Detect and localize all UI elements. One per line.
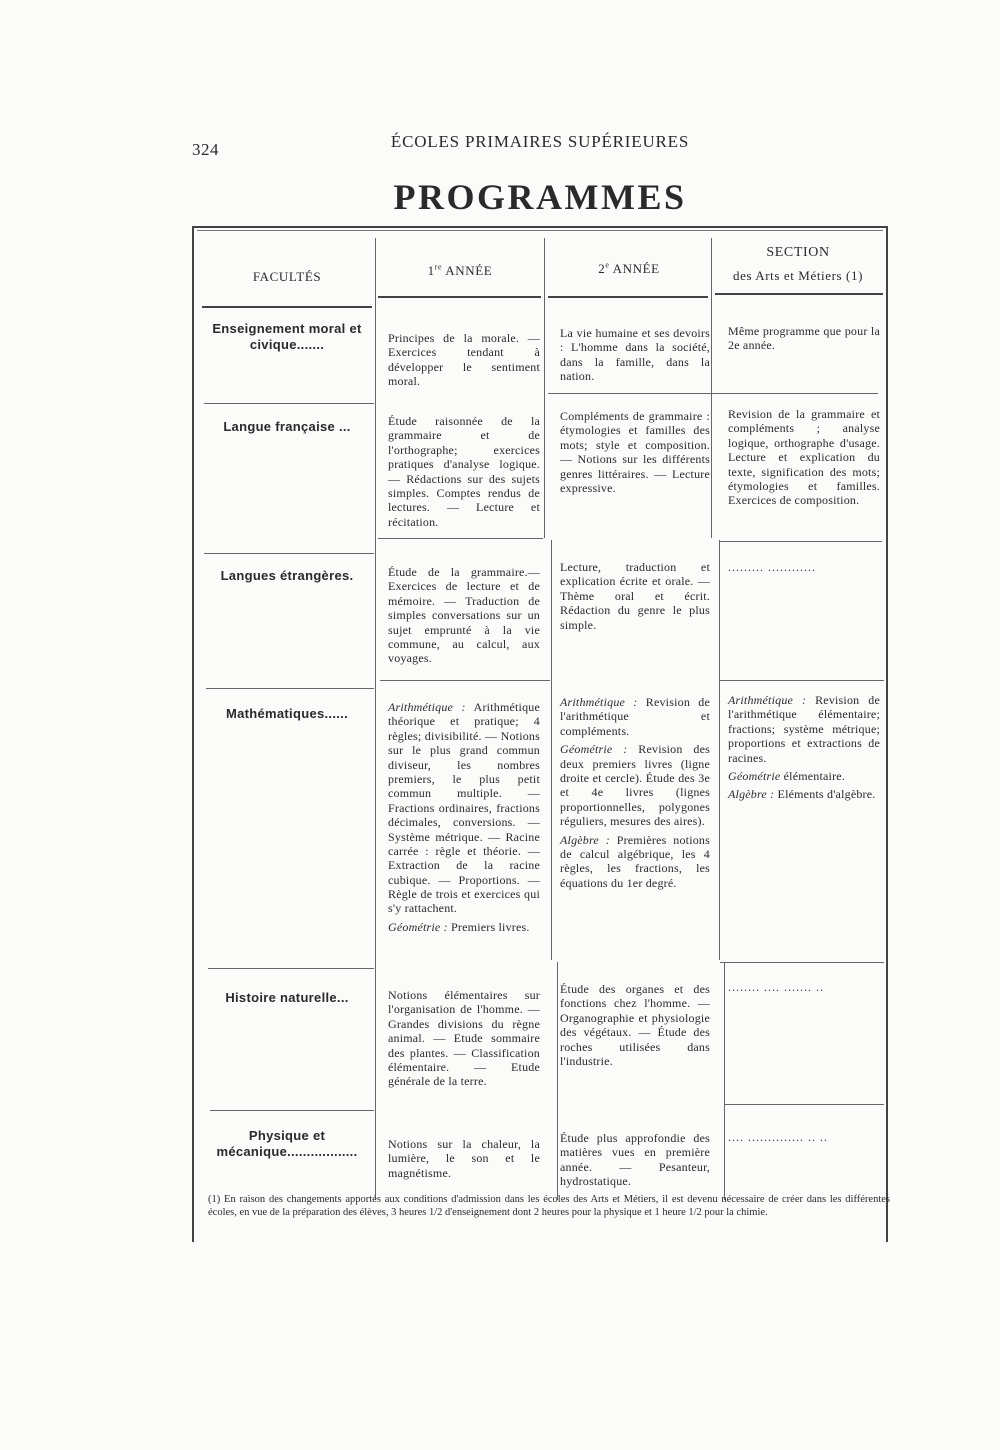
- cell-maths-year2: [560, 695, 710, 894]
- faculty-moral-civique: Enseignement moral et civique.......: [212, 321, 362, 353]
- cell-histoire-section: ........ .... ....... ..: [728, 980, 824, 994]
- maths-year2-geom-label: Géométrie :: [560, 742, 628, 757]
- maths-section-geom-text: élémentaire.: [780, 768, 846, 783]
- maths-year2-algebre: [560, 833, 710, 891]
- row-rule: [204, 553, 374, 554]
- footnote: (1) En raison des changements apportés aux conditions d'admission dans les écoles des Arts et Métiers, il est devenu nécessaire de créer dans les différentes écoles, en vue de la préparation des élèves, 3 heures 1/2 d'enseignement dont 2 heures pour la physique et 1 heure 1/2 pour la chimie.: [208, 1194, 890, 1218]
- column-rule: [375, 238, 376, 1200]
- header-year1-sup: re: [434, 262, 443, 272]
- header-year2-sup: e: [605, 260, 610, 270]
- header-year1-num: 1: [427, 263, 435, 278]
- cell-etrangeres-year2: Lecture, traduction et explication écrite et orale. — Thème oral et écrit. Rédaction du genre le plus simple.: [560, 560, 710, 632]
- row-rule: [210, 1110, 374, 1111]
- column-rule: [711, 238, 712, 538]
- maths-section-arithmetique: [728, 693, 880, 765]
- maths-section-geom-label: Géométrie: [728, 768, 781, 783]
- header-rule: [202, 306, 372, 308]
- maths-year1-geometrie: [388, 920, 540, 934]
- cell-maths-section: [728, 693, 880, 806]
- faculty-langue-francaise: Langue française ...: [223, 419, 351, 434]
- maths-section-geometrie: [728, 769, 880, 783]
- header-section-line1: SECTION: [766, 245, 830, 260]
- page-title: PROGRAMMES: [393, 177, 687, 217]
- cell-physique-section: .... .............. .. ..: [728, 1130, 828, 1144]
- header-section-line2: des Arts et Métiers (1): [732, 267, 864, 283]
- row-rule: [720, 962, 884, 963]
- cell-histoire-year2: Étude des organes et des fonctions chez l'homme. — Organographie et physiologie des végétaux. — Étude des roches utilisées dans l'industrie.: [560, 982, 710, 1068]
- faculty-mathematiques: Mathématiques......: [225, 706, 348, 721]
- column-rule: [557, 962, 558, 1200]
- header-year1-word: ANNÉE: [442, 263, 493, 278]
- maths-section-arith-text: Revision de l'arithmétique élémentaire; fractions; système métrique; proportions et extractions de racines.: [728, 693, 880, 765]
- maths-year1-geom-label: Géométrie :: [388, 919, 448, 934]
- running-head: ÉCOLES PRIMAIRES SUPÉRIEURES: [390, 132, 690, 151]
- page-number: 324: [192, 140, 219, 159]
- column-rule: [544, 238, 545, 538]
- row-rule: [208, 968, 374, 969]
- cell-physique-year1: Notions sur la chaleur, la lumière, le son et le magnétisme.: [388, 1137, 540, 1180]
- maths-year2-geometrie: [560, 742, 710, 828]
- faculty-langues-etrangeres: Langues étrangères.: [220, 568, 354, 583]
- header-year2-num: 2: [598, 261, 606, 276]
- cell-physique-year2: Étude plus approfondie des matières vues en première année. — Pesanteur, hydrostatique.: [560, 1131, 710, 1189]
- maths-year1-arith-text: Arithmétique théorique et pratique; 4 règles; divisibilité. — Notions sur le plus grand commun diviseur, les nombres premiers, le plus petit commun multiple. — Fractions ordinaires, fractions décimales, conversions. — Système métrique. — Racine carrée : règle et théorie. — Extraction de la racine cubique. — Proportions. — Règle de trois et exercices qui s'y rattachent.: [388, 700, 540, 916]
- maths-year2-alg-label: Algèbre :: [560, 832, 610, 847]
- maths-section-alg-label: Algèbre :: [728, 787, 775, 802]
- maths-year2-arith-label: Arithmétique :: [560, 695, 638, 709]
- header-rule: [715, 293, 883, 295]
- maths-year2-arith-text: Revision de l'arithmétique et compléments.: [560, 695, 710, 738]
- maths-year1-geom-text: Premiers livres.: [447, 919, 530, 934]
- row-rule: [378, 538, 543, 539]
- header-rule: [378, 296, 541, 298]
- faculty-physique-mecanique: Physique et mécanique..................: [216, 1128, 358, 1160]
- maths-year2-arithmetique: [560, 695, 710, 738]
- maths-section-arith-label: Arithmétique :: [728, 693, 807, 707]
- cell-moral-section: Même programme que pour la 2e année.: [728, 324, 880, 353]
- table-top-inner-rule: [197, 230, 883, 231]
- header-year2: [548, 260, 710, 278]
- row-rule: [206, 688, 374, 689]
- cell-maths-year1: [388, 700, 540, 938]
- cell-etrangeres-section: ......... ............: [728, 560, 816, 574]
- cell-francais-year2: Compléments de grammaire : étymologies et familles des mots; style et composition. — Notions sur les différents genres littéraires. — Lecture expressive.: [560, 409, 710, 495]
- maths-year2-alg-text: Premières notions de calcul algébrique, les 4 règles, les fractions, les équations du 1er degré.: [560, 832, 710, 890]
- header-section: [714, 244, 882, 284]
- cell-moral-year1: Principes de la morale. — Exercices tendant à développer le sentiment moral.: [388, 331, 540, 389]
- maths-year1-arith-label: Arithmétique :: [388, 700, 466, 714]
- row-rule: [548, 393, 878, 394]
- cell-etrangeres-year1: Étude de la grammaire.— Exercices de lecture et de mémoire. — Traduction de simples conversations sur un sujet emprunté à la vie commune, au calcul, aux voyages.: [388, 565, 540, 666]
- cell-moral-year2: La vie humaine et ses devoirs : L'homme dans la société, dans la famille, dans la nation.: [560, 326, 710, 384]
- row-rule: [720, 541, 882, 542]
- column-rule: [551, 540, 552, 960]
- faculty-histoire-naturelle: Histoire naturelle...: [225, 990, 349, 1005]
- maths-section-algebre: [728, 787, 880, 801]
- maths-section-alg-text: Eléments d'algèbre.: [774, 787, 876, 802]
- row-rule: [724, 1104, 884, 1105]
- column-rule: [719, 540, 720, 960]
- cell-histoire-year1: Notions élémentaires sur l'organisation de l'homme. — Grandes divisions du règne animal. — Etude sommaire des plantes. — Classification élémentaire. — Etude générale de la terre.: [388, 988, 540, 1089]
- maths-year1-arithmetique: [388, 700, 540, 916]
- row-rule: [380, 680, 550, 681]
- header-year2-word: ANNÉE: [609, 261, 660, 276]
- column-rule: [724, 962, 725, 1200]
- header-facultes: FACULTÉS: [252, 269, 322, 284]
- row-rule: [204, 403, 374, 404]
- row-rule: [720, 680, 884, 681]
- maths-year2-geom-text: Revision des deux premiers livres (ligne droite et cercle). Étude des 3e et 4e livres (lignes proportionnelles, polygones réguliers, mesures des aires).: [560, 742, 710, 829]
- cell-francais-year1: Étude raisonnée de la grammaire et de l'orthographe; exercices pratiques d'analyse logique. — Rédactions sur des sujets simples. Comptes rendus de lectures. — Lecture et récitation.: [388, 414, 540, 529]
- cell-francais-section: Revision de la grammaire et compléments ; analyse logique, orthographe d'usage. Lecture et explication du texte, signification des mots; étymologies et familles. Exercices de composition.: [728, 407, 880, 508]
- header-rule: [548, 296, 708, 298]
- header-year1: [378, 262, 542, 280]
